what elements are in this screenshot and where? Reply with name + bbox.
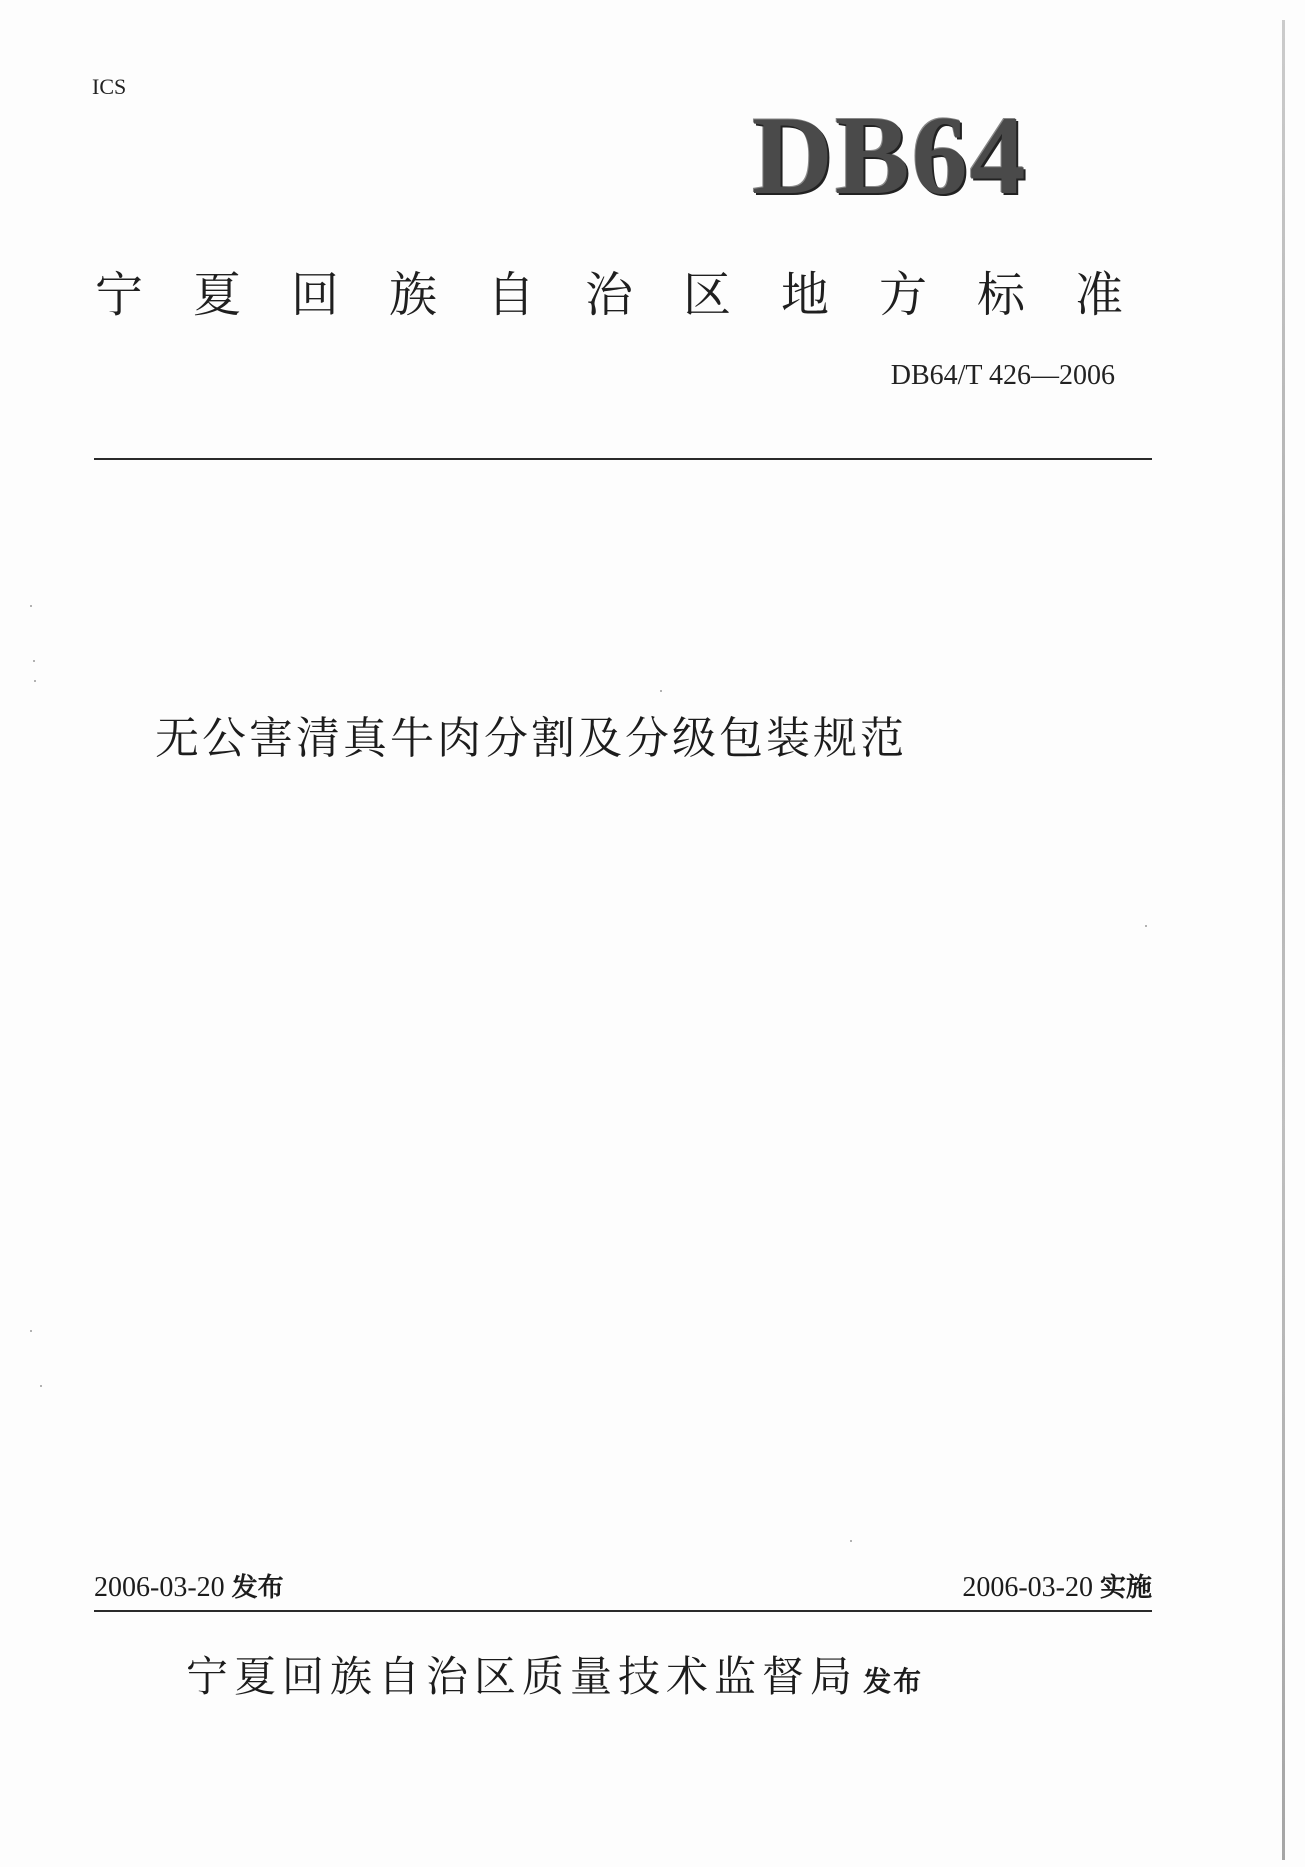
db64-logo: DB64: [752, 94, 1028, 218]
implement-date: 2006-03-20: [962, 1572, 1093, 1603]
scan-speck: [30, 605, 32, 607]
implement-label: 实施: [1099, 1573, 1152, 1603]
scan-speck: [33, 660, 35, 662]
ics-label: ICS: [92, 74, 127, 99]
standard-code: DB64/T 426—2006: [890, 360, 1115, 391]
publisher-line: [186, 1644, 923, 1704]
document-title: 无公害清真牛肉分割及分级包装规范: [155, 713, 907, 764]
top-divider: [94, 458, 1152, 460]
issue-date: 2006-03-20: [94, 1572, 225, 1603]
issue-label: 发布: [231, 1573, 284, 1603]
implement-date-line: [962, 1567, 1152, 1604]
scan-speck: [40, 1385, 42, 1387]
scan-speck: [660, 690, 662, 692]
scan-speck: [850, 1540, 852, 1542]
publisher-name: 宁夏回族自治区质量技术监督局: [186, 1652, 859, 1701]
scan-speck: [1145, 925, 1147, 927]
standard-type-heading: 宁夏回族自治区地方标准: [95, 267, 1174, 323]
scan-edge-line: [1282, 20, 1285, 1860]
issue-date-line: [94, 1567, 284, 1604]
scan-speck: [30, 1330, 32, 1332]
publisher-suffix: 发布: [863, 1665, 924, 1698]
bottom-divider: [94, 1610, 1152, 1612]
scan-speck: [34, 680, 36, 682]
